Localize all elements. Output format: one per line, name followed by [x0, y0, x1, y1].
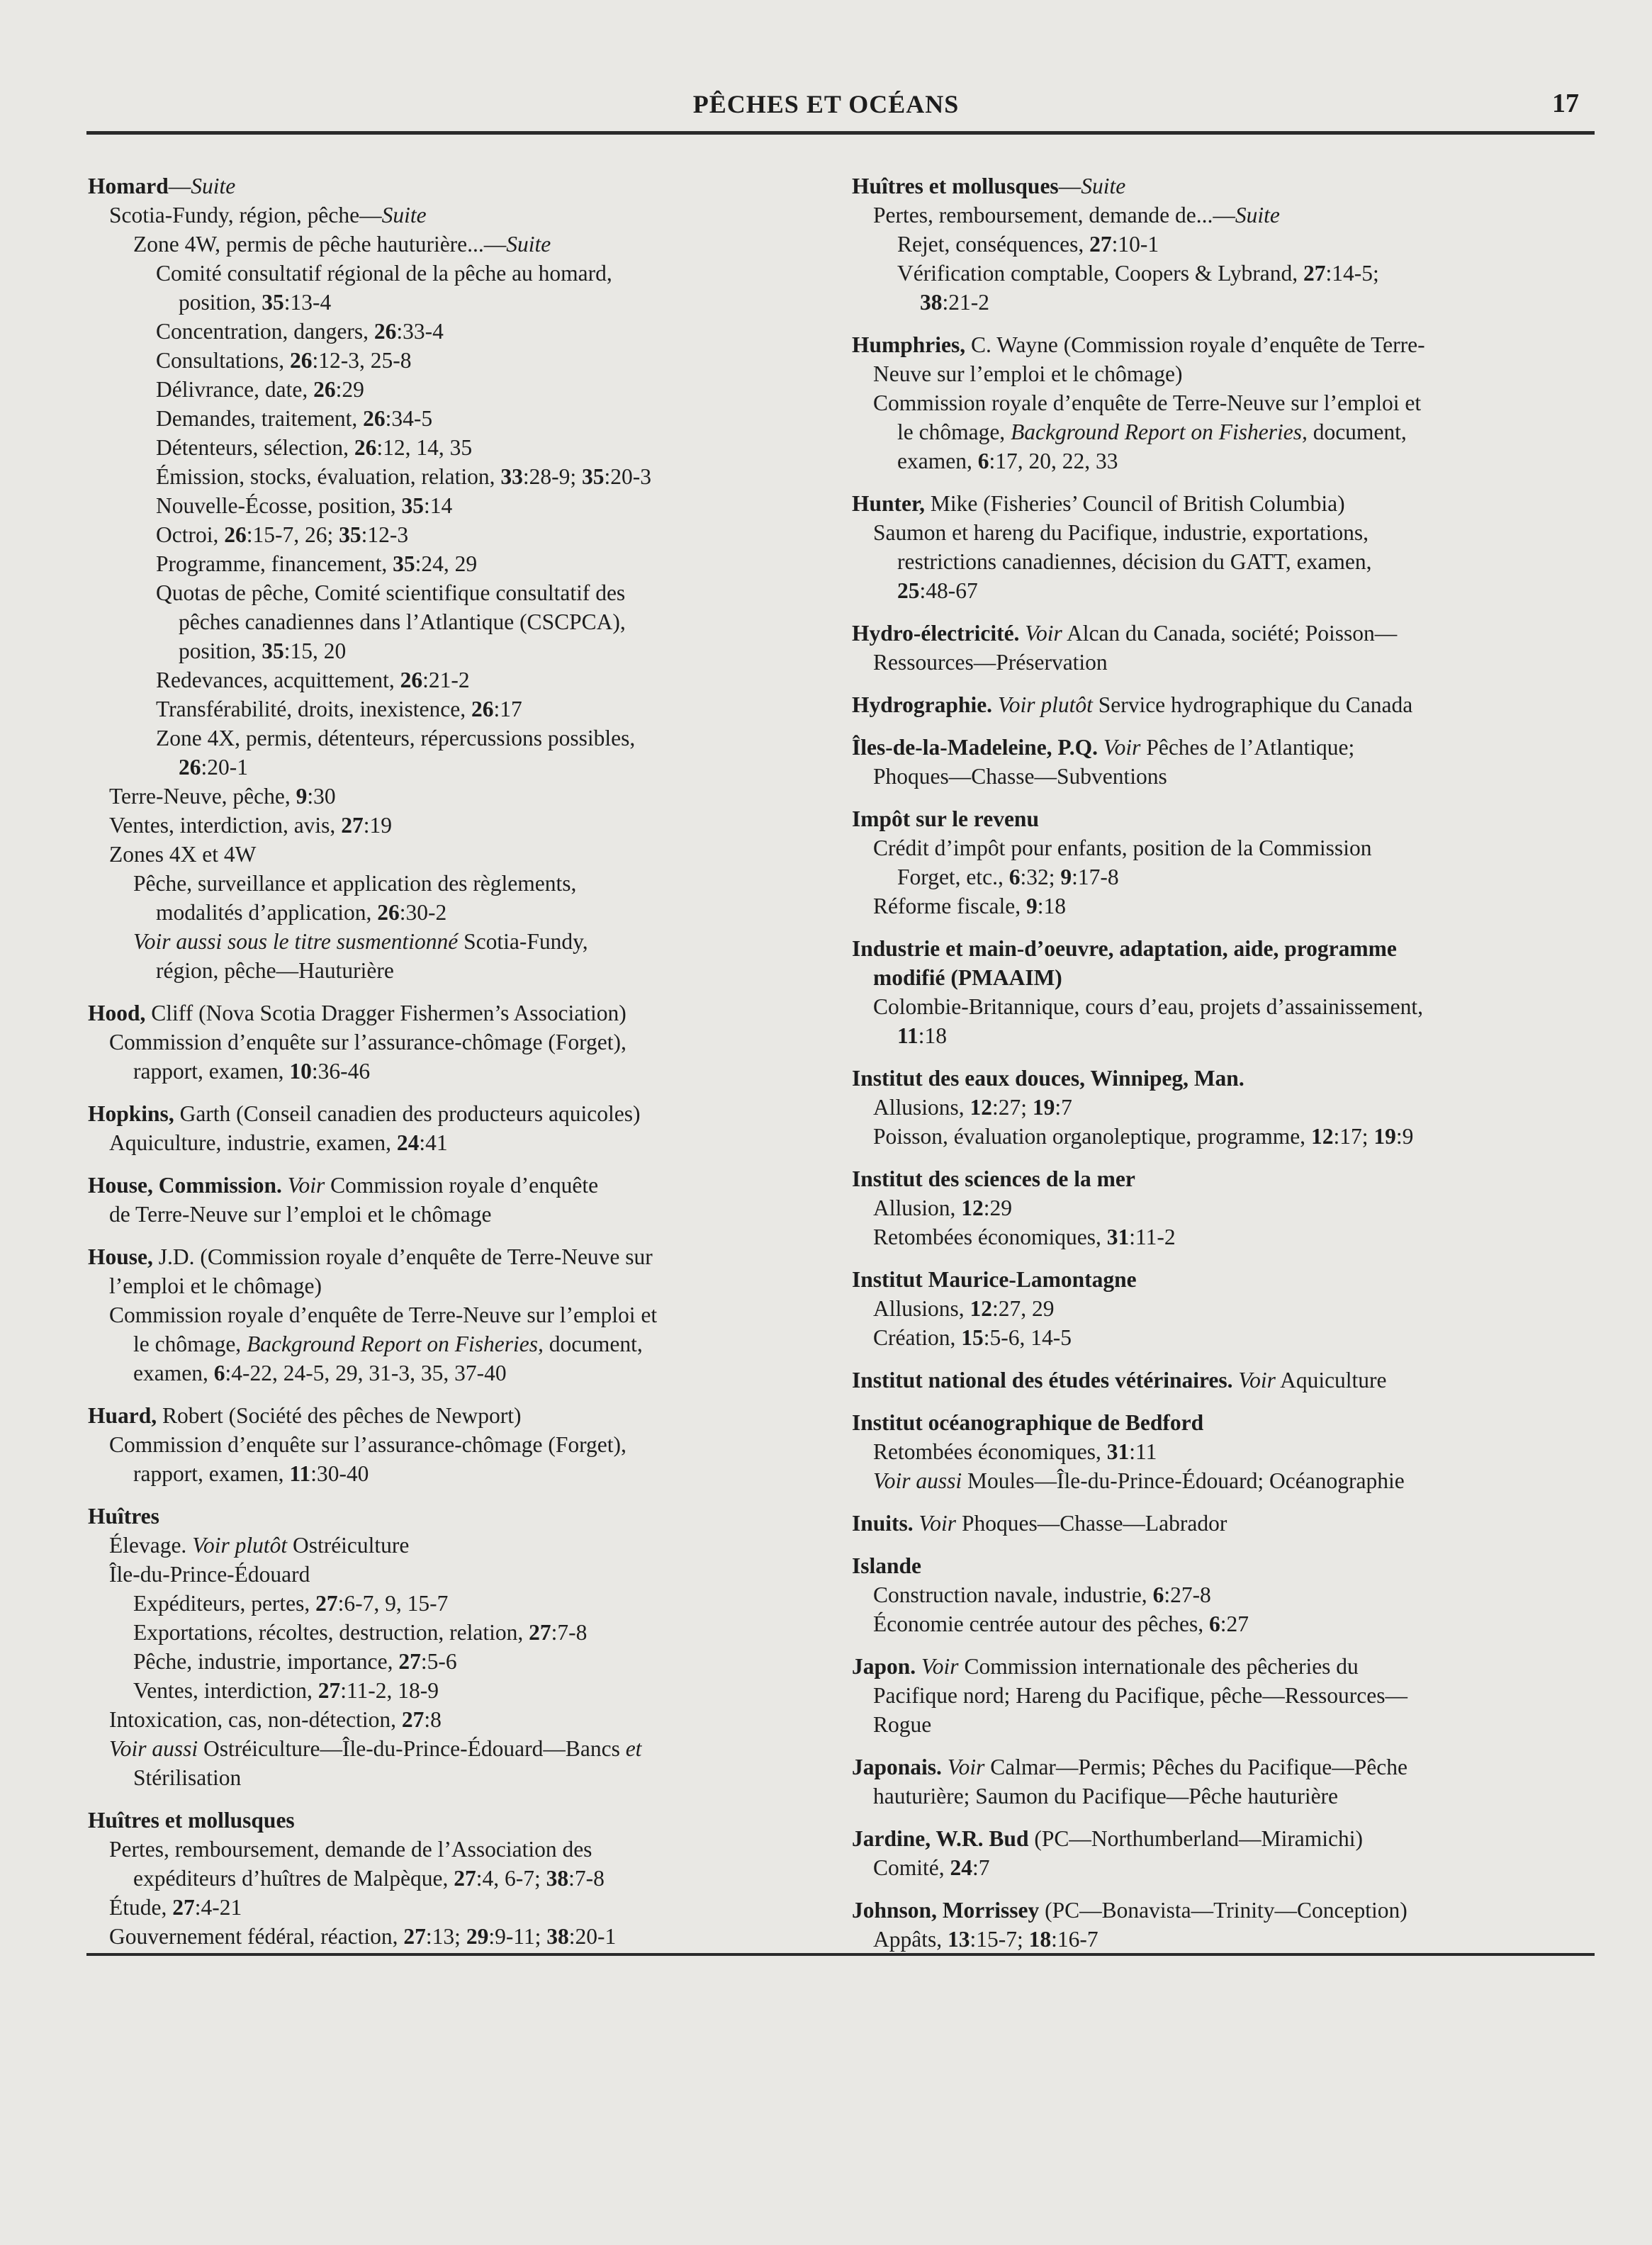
- index-subentry: Commission royale d’enquête de Terre-Neuve sur l’emploi et: [109, 1302, 658, 1327]
- index-heading: Japon. Voir Commission internationale des pêcheries du: [852, 1654, 1359, 1679]
- index-subentry: Allusions, 12:27; 19:7: [873, 1095, 1072, 1120]
- index-subentry: Quotas de pêche, Comité scientifique consultatif des: [156, 580, 626, 605]
- index-heading: Hydro-électricité. Voir Alcan du Canada, société; Poisson—: [852, 621, 1398, 646]
- index-subentry: Pêche, surveillance et application des règlements,: [133, 871, 577, 896]
- index-entry: [852, 1164, 1582, 1251]
- index-subentry: Programme, financement, 35:24, 29: [156, 551, 478, 576]
- left-column: [88, 171, 818, 1964]
- index-subentry: expéditeurs d’huîtres de Malpèque, 27:4, 6-7; 38:7-8: [133, 1866, 605, 1891]
- index-heading: Japonais. Voir Calmar—Permis; Pêches du Pacifique—Pêche: [852, 1755, 1407, 1779]
- index-entry: [852, 1408, 1582, 1495]
- index-entry: [852, 934, 1582, 1050]
- index-entry: [852, 1366, 1582, 1395]
- index-subentry: modifié (PMAAIM): [873, 965, 1062, 990]
- index-subentry: position, 35:15, 20: [179, 638, 347, 663]
- index-subentry: Émission, stocks, évaluation, relation, 33:28-9; 35:20-3: [156, 464, 652, 489]
- index-subentry: Expéditeurs, pertes, 27:6-7, 9, 15-7: [133, 1591, 449, 1616]
- index-heading: Industrie et main-d’oeuvre, adaptation, aide, programme: [852, 936, 1397, 961]
- index-subentry: Allusions, 12:27, 29: [873, 1296, 1055, 1321]
- index-subentry: Pêche, industrie, importance, 27:5-6: [133, 1649, 457, 1674]
- index-subentry: Ventes, interdiction, 27:11-2, 18-9: [133, 1678, 439, 1703]
- index-subentry: Redevances, acquittement, 26:21-2: [156, 668, 470, 692]
- index-subentry: Délivrance, date, 26:29: [156, 377, 364, 402]
- index-subentry: Pertes, remboursement, demande de...—Suite: [873, 203, 1280, 227]
- index-subentry: Saumon et hareng du Pacifique, industrie, exportations,: [873, 520, 1369, 545]
- index-subentry: Rejet, conséquences, 27:10-1: [897, 232, 1159, 257]
- index-subentry: Élevage. Voir plutôt Ostréiculture: [109, 1533, 410, 1558]
- index-entry: [852, 690, 1582, 719]
- index-entry: [852, 1551, 1582, 1638]
- index-entry: [852, 733, 1582, 791]
- index-heading: Impôt sur le revenu: [852, 806, 1039, 831]
- index-heading: Humphries, C. Wayne (Commission royale d’enquête de Terre-: [852, 332, 1425, 357]
- index-heading: Inuits. Voir Phoques—Chasse—Labrador: [852, 1511, 1227, 1536]
- index-entry: [88, 998, 818, 1086]
- index-heading: Hopkins, Garth (Conseil canadien des producteurs aquicoles): [88, 1101, 641, 1126]
- index-entry: [88, 1171, 818, 1229]
- footer-rule: [86, 1953, 1595, 1956]
- index-entry: [852, 804, 1582, 921]
- index-entry: [852, 489, 1582, 605]
- index-subentry: Détenteurs, sélection, 26:12, 14, 35: [156, 435, 473, 460]
- index-subentry: Octroi, 26:15-7, 26; 35:12-3: [156, 522, 409, 547]
- index-subentry: Économie centrée autour des pêches, 6:27: [873, 1611, 1249, 1636]
- index-subentry: Terre-Neuve, pêche, 9:30: [109, 784, 336, 809]
- index-subentry: Phoques—Chasse—Subventions: [873, 764, 1167, 789]
- index-entry: [852, 1896, 1582, 1954]
- index-heading: Hydrographie. Voir plutôt Service hydrographique du Canada: [852, 692, 1413, 717]
- index-subentry: Retombées économiques, 31:11: [873, 1439, 1157, 1464]
- index-heading: Hood, Cliff (Nova Scotia Dragger Fishermen’s Association): [88, 1001, 626, 1025]
- index-subentry: 11:18: [897, 1023, 948, 1048]
- index-subentry: Zone 4X, permis, détenteurs, répercussions possibles,: [156, 726, 636, 750]
- index-subentry: 26:20-1: [179, 755, 248, 780]
- index-entry: [852, 171, 1582, 317]
- index-heading: Jardine, W.R. Bud (PC—Northumberland—Miramichi): [852, 1826, 1364, 1851]
- index-subentry: Appâts, 13:15-7; 18:16-7: [873, 1927, 1098, 1952]
- index-heading: Institut des eaux douces, Winnipeg, Man.: [852, 1066, 1244, 1091]
- index-subentry: Comité consultatif régional de la pêche au homard,: [156, 261, 612, 286]
- index-heading: Huîtres: [88, 1504, 159, 1529]
- index-subentry: Poisson, évaluation organoleptique, programme, 12:17; 19:9: [873, 1124, 1414, 1149]
- index-entry: [88, 1806, 818, 1951]
- index-heading: Huard, Robert (Société des pêches de Newport): [88, 1403, 522, 1428]
- index-subentry: Commission d’enquête sur l’assurance-chômage (Forget),: [109, 1030, 626, 1054]
- index-heading: Hunter, Mike (Fisheries’ Council of British Columbia): [852, 491, 1345, 516]
- index-subentry: Concentration, dangers, 26:33-4: [156, 319, 444, 344]
- index-entry: [88, 1099, 818, 1157]
- index-entry: [88, 171, 818, 985]
- page-number: 17: [1552, 89, 1579, 118]
- index-subentry: pêches canadiennes dans l’Atlantique (CSCPCA),: [179, 609, 626, 634]
- index-subentry: Pertes, remboursement, demande de l’Association des: [109, 1837, 592, 1862]
- index-subentry: Création, 15:5-6, 14-5: [873, 1325, 1072, 1350]
- index-entry: [852, 330, 1582, 476]
- index-subentry: Construction navale, industrie, 6:27-8: [873, 1582, 1211, 1607]
- index-subentry: Commission d’enquête sur l’assurance-chômage (Forget),: [109, 1432, 626, 1457]
- index-entry: [88, 1502, 818, 1792]
- index-subentry: position, 35:13-4: [179, 290, 332, 315]
- index-subentry: Scotia-Fundy, région, pêche—Suite: [109, 203, 427, 227]
- header-rule: [86, 131, 1595, 135]
- index-subentry: rapport, examen, 11:30-40: [133, 1461, 369, 1486]
- index-heading: Institut des sciences de la mer: [852, 1166, 1135, 1191]
- index-subentry: Vérification comptable, Coopers & Lybrand, 27:14-5;: [897, 261, 1379, 286]
- index-subentry: Zones 4X et 4W: [109, 842, 257, 867]
- index-subentry: Neuve sur l’emploi et le chômage): [873, 361, 1183, 386]
- index-subentry: de Terre-Neuve sur l’emploi et le chômage: [109, 1202, 492, 1227]
- index-subentry: Voir aussi sous le titre susmentionné Scotia-Fundy,: [133, 929, 588, 954]
- index-heading: House, J.D. (Commission royale d’enquête de Terre-Neuve sur: [88, 1244, 653, 1269]
- index-entry: [88, 1401, 818, 1488]
- index-subentry: Transférabilité, droits, inexistence, 26:17: [156, 697, 522, 721]
- index-heading: Huîtres et mollusques: [88, 1808, 295, 1833]
- index-subentry: Ventes, interdiction, avis, 27:19: [109, 813, 392, 838]
- index-subentry: rapport, examen, 10:36-46: [133, 1059, 371, 1084]
- index-entry: [852, 1509, 1582, 1538]
- index-subentry: Colombie-Britannique, cours d’eau, projets d’assainissement,: [873, 994, 1423, 1019]
- index-subentry: examen, 6:17, 20, 22, 33: [897, 449, 1118, 473]
- index-subentry: 25:48-67: [897, 578, 978, 603]
- index-heading: Institut Maurice-Lamontagne: [852, 1267, 1137, 1292]
- index-subentry: Stérilisation: [133, 1765, 242, 1790]
- index-subentry: hauturière; Saumon du Pacifique—Pêche hauturière: [873, 1784, 1339, 1808]
- index-entry: [852, 1265, 1582, 1352]
- index-subentry: 38:21-2: [920, 290, 989, 315]
- index-heading: Institut océanographique de Bedford: [852, 1410, 1204, 1435]
- index-subentry: Forget, etc., 6:32; 9:17-8: [897, 865, 1119, 889]
- index-subentry: Pacifique nord; Hareng du Pacifique, pêche—Ressources—: [873, 1683, 1408, 1708]
- index-subentry: Île-du-Prince-Édouard: [109, 1562, 310, 1587]
- index-subentry: Étude, 27:4-21: [109, 1895, 242, 1920]
- index-subentry: l’emploi et le chômage): [109, 1273, 322, 1298]
- index-subentry: Nouvelle-Écosse, position, 35:14: [156, 493, 453, 518]
- index-entry: [852, 619, 1582, 677]
- index-subentry: Exportations, récoltes, destruction, relation, 27:7-8: [133, 1620, 588, 1645]
- index-subentry: Comité, 24:7: [873, 1855, 990, 1880]
- index-subentry: examen, 6:4-22, 24-5, 29, 31-3, 35, 37-40: [133, 1361, 507, 1385]
- index-subentry: Retombées économiques, 31:11-2: [873, 1225, 1176, 1249]
- index-subentry: région, pêche—Hauturière: [156, 958, 394, 983]
- index-heading: Îles-de-la-Madeleine, P.Q. Voir Pêches de l’Atlantique;: [852, 735, 1355, 760]
- right-column: [852, 171, 1582, 1967]
- index-subentry: Rogue: [873, 1712, 932, 1737]
- index-heading: Johnson, Morrissey (PC—Bonavista—Trinity—Conception): [852, 1898, 1407, 1923]
- index-subentry: Intoxication, cas, non-détection, 27:8: [109, 1707, 442, 1732]
- index-entry: [852, 1652, 1582, 1739]
- index-subentry: Demandes, traitement, 26:34-5: [156, 406, 433, 431]
- index-heading: House, Commission. Voir Commission royale d’enquête: [88, 1173, 599, 1198]
- index-entry: [88, 1242, 818, 1388]
- index-subentry: Zone 4W, permis de pêche hauturière...—Suite: [133, 232, 551, 257]
- index-subentry: Voir aussi Moules—Île-du-Prince-Édouard; Océanographie: [873, 1468, 1405, 1493]
- index-subentry: Gouvernement fédéral, réaction, 27:13; 29:9-11; 38:20-1: [109, 1924, 617, 1949]
- index-heading: Institut national des études vétérinaires. Voir Aquiculture: [852, 1368, 1387, 1392]
- index-subentry: Commission royale d’enquête de Terre-Neuve sur l’emploi et: [873, 390, 1422, 415]
- index-entry: [852, 1752, 1582, 1811]
- index-subentry: Réforme fiscale, 9:18: [873, 894, 1067, 918]
- index-subentry: le chômage, Background Report on Fisheries, document,: [897, 420, 1407, 444]
- index-subentry: Aquiculture, industrie, examen, 24:41: [109, 1130, 448, 1155]
- index-heading: Islande: [852, 1553, 922, 1578]
- index-heading: Homard—Suite: [88, 174, 236, 198]
- page-title: PÊCHES ET OCÉANS: [692, 90, 960, 118]
- index-subentry: restrictions canadiennes, décision du GATT, examen,: [897, 549, 1372, 574]
- index-subentry: Crédit d’impôt pour enfants, position de la Commission: [873, 835, 1372, 860]
- index-heading: Huîtres et mollusques—Suite: [852, 174, 1126, 198]
- index-entry: [852, 1064, 1582, 1151]
- index-entry: [852, 1824, 1582, 1882]
- index-subentry: le chômage, Background Report on Fisheries, document,: [133, 1332, 643, 1356]
- index-subentry: Allusion, 12:29: [873, 1195, 1013, 1220]
- index-subentry: modalités d’application, 26:30-2: [156, 900, 447, 925]
- index-subentry: Ressources—Préservation: [873, 650, 1108, 675]
- index-subentry: Consultations, 26:12-3, 25-8: [156, 348, 412, 373]
- index-subentry: Voir aussi Ostréiculture—Île-du-Prince-Édouard—Bancs et: [109, 1736, 642, 1761]
